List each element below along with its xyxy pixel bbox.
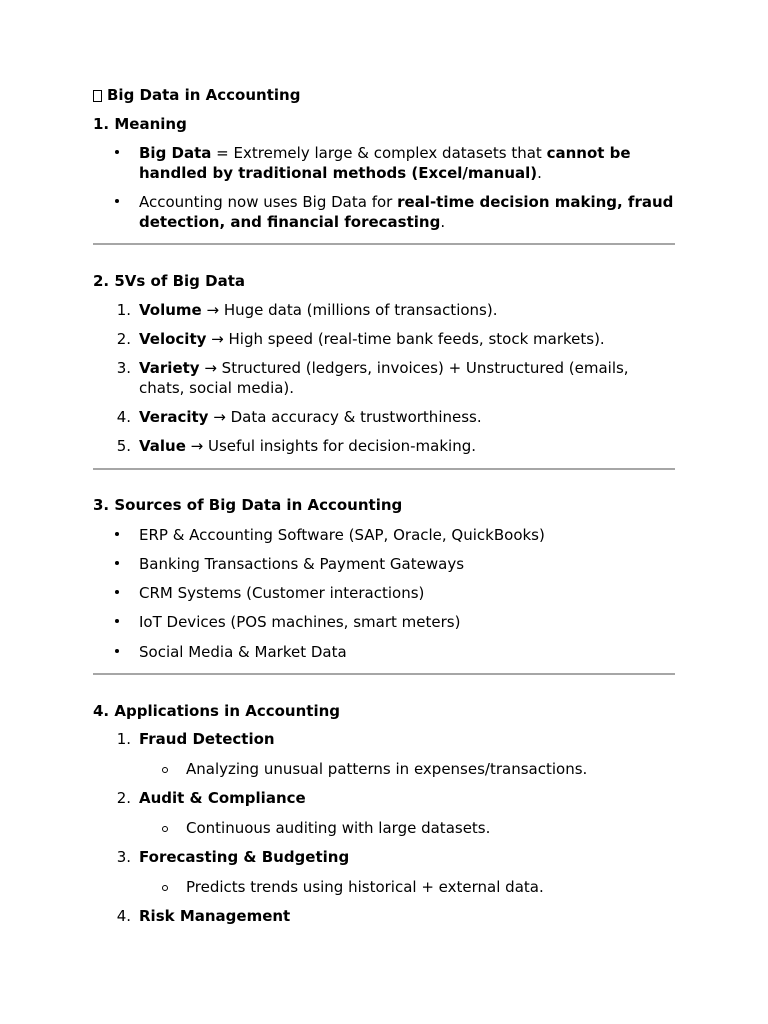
item-term: Risk Management	[139, 907, 291, 925]
item-term: Veracity	[139, 408, 209, 426]
item-term: Fraud Detection	[139, 730, 275, 748]
list-number: 4.	[116, 408, 131, 426]
section-heading-applications: 4. Applications in Accounting	[93, 702, 341, 720]
bullet-strong: real-time decision making, fraud detection, and financial forecasting	[139, 193, 674, 231]
item-text	[139, 301, 675, 321]
item-text	[139, 359, 675, 398]
item-text: CRM Systems (Customer interactions)	[139, 584, 425, 602]
bullet-text	[139, 193, 675, 232]
bullet-lead: Accounting now uses Big Data for	[139, 193, 398, 211]
item-text: Social Media & Market Data	[139, 643, 347, 661]
bullet-icon	[115, 150, 121, 156]
document-title-text: Big Data in Accounting	[107, 86, 301, 104]
item-text	[139, 330, 675, 350]
bullet-term: Big Data	[139, 144, 212, 162]
item-text: IoT Devices (POS machines, smart meters)	[139, 613, 461, 631]
missing-glyph-icon	[93, 90, 102, 102]
circle-bullet-icon	[162, 767, 168, 773]
section-heading-sources: 3. Sources of Big Data in Accounting	[93, 496, 403, 514]
section-heading-meaning: 1. Meaning	[93, 115, 187, 133]
document-title	[93, 86, 675, 106]
sub-item-text: Continuous auditing with large datasets.	[186, 819, 491, 837]
item-text	[139, 907, 675, 927]
bullet-icon	[115, 532, 121, 538]
list-number: 2.	[116, 789, 131, 807]
item-desc: → Useful insights for decision-making.	[185, 437, 476, 455]
item-term: Value	[139, 437, 186, 455]
item-desc: → Huge data (millions of transactions).	[201, 301, 498, 319]
item-text: Banking Transactions & Payment Gateways	[139, 555, 465, 573]
circle-bullet-icon	[162, 826, 168, 832]
bullet-mid: = Extremely large & complex datasets that	[211, 144, 547, 162]
item-text	[139, 848, 675, 868]
item-desc: → High speed (real-time bank feeds, stock markets).	[206, 330, 605, 348]
item-desc: → Data accuracy & trustworthiness.	[208, 408, 482, 426]
section-divider	[93, 243, 675, 245]
bullet-text	[139, 144, 675, 183]
bullet-icon	[115, 561, 121, 567]
item-term: Audit & Compliance	[139, 789, 306, 807]
list-number: 1.	[116, 730, 131, 748]
item-text	[139, 789, 675, 809]
item-desc: → Structured (ledgers, invoices) + Unstructured (emails, chats, social media).	[139, 359, 629, 397]
item-term: Forecasting & Budgeting	[139, 848, 350, 866]
circle-bullet-icon	[162, 885, 168, 891]
bullet-icon	[115, 199, 121, 205]
list-number: 5.	[116, 437, 131, 455]
section-divider	[93, 468, 675, 470]
bullet-end: .	[537, 163, 542, 182]
list-number: 3.	[116, 359, 131, 377]
section-divider	[93, 673, 675, 675]
item-term: Variety	[139, 359, 200, 377]
item-text	[139, 730, 675, 750]
bullet-icon	[115, 619, 121, 625]
item-text	[139, 408, 675, 428]
item-term: Velocity	[139, 330, 207, 348]
section-heading-5vs: 2. 5Vs of Big Data	[93, 272, 246, 290]
list-number: 1.	[116, 301, 131, 319]
item-text	[139, 437, 675, 457]
sub-item-text: Analyzing unusual patterns in expenses/transactions.	[186, 760, 588, 778]
list-number: 3.	[116, 848, 131, 866]
sub-item-text: Predicts trends using historical + external data.	[186, 878, 544, 896]
bullet-icon	[115, 649, 121, 655]
list-number: 4.	[116, 907, 131, 925]
bullet-icon	[115, 590, 121, 596]
list-number: 2.	[116, 330, 131, 348]
bullet-strong: cannot be handled by traditional methods (Excel/manual)	[139, 144, 631, 182]
bullet-end: .	[440, 212, 446, 231]
item-text: ERP & Accounting Software (SAP, Oracle, QuickBooks)	[139, 526, 545, 544]
item-term: Volume	[139, 301, 202, 319]
